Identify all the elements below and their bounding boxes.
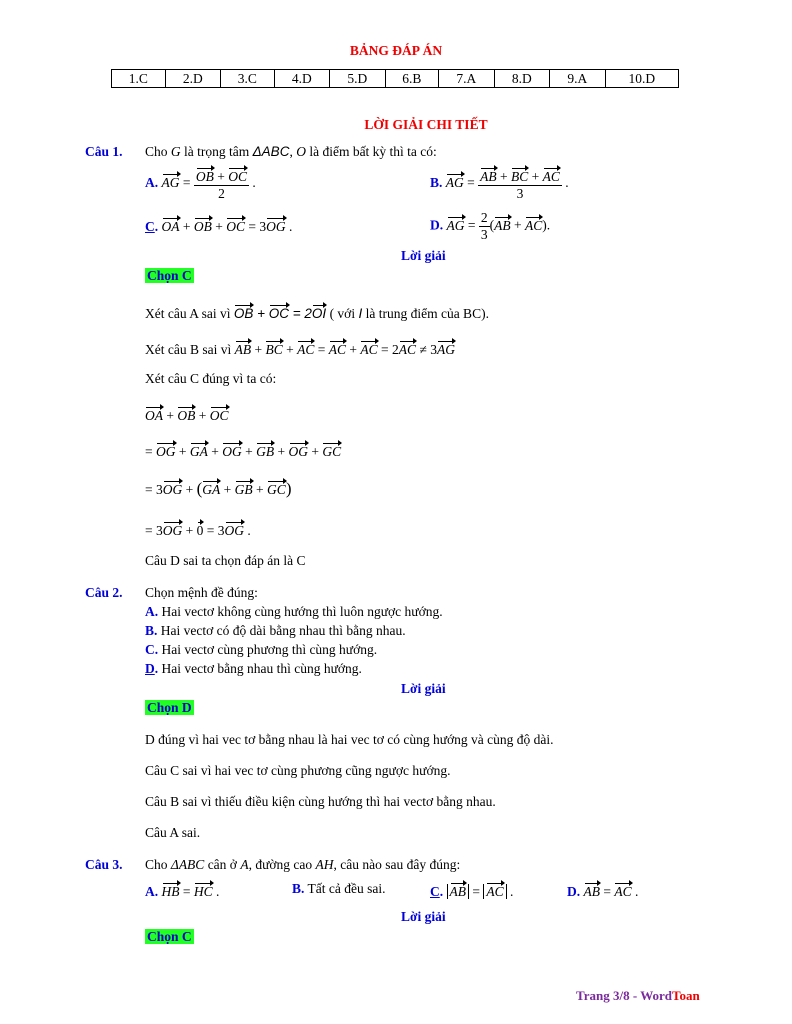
- answer-cell: 3.C: [221, 70, 275, 88]
- option-b[interactable]: B. Hai vectơ có độ dài bằng nhau thì bằng nhau.: [145, 623, 406, 638]
- chosen-answer-badge: Chọn D: [147, 700, 192, 715]
- answer-key-title: BẢNG ĐÁP ÁN: [349, 43, 443, 58]
- explain-line: Câu C sai vì hai vec tơ cùng phương cũng ngược hướng.: [145, 763, 451, 778]
- option-c[interactable]: C. OA + OB + OC = 3OG .: [145, 216, 292, 235]
- option-a[interactable]: A. Hai vectơ không cùng hướng thì luôn ngược hướng.: [145, 604, 443, 619]
- option-b[interactable]: B. AG = $\frac{AB + BC + AC}{3}$ .: [430, 166, 569, 202]
- answer-table-row: [112, 70, 679, 88]
- answer-table: [111, 69, 679, 88]
- answer-cell: 2.D: [165, 70, 220, 88]
- answer-cell: 10.D: [605, 70, 679, 88]
- math-step: OA + OB + OC: [145, 405, 229, 424]
- answer-cell: 5.D: [330, 70, 385, 88]
- math-step: = OG + GA + OG + GB + OG + GC: [145, 441, 341, 460]
- solution-heading: Lời giải: [401, 681, 446, 696]
- option-b[interactable]: B. Tất cả đều sai.: [292, 881, 386, 896]
- option-d[interactable]: D. AB = AC .: [567, 881, 638, 900]
- section-title: LỜI GIẢI CHI TIẾT: [364, 117, 488, 132]
- answer-cell: 8.D: [494, 70, 549, 88]
- solution-heading: Lời giải: [401, 909, 446, 924]
- explain-line: Câu D sai ta chọn đáp án là C: [145, 553, 306, 568]
- option-a[interactable]: A. HB = HC .: [145, 881, 219, 900]
- answer-cell: 7.A: [439, 70, 494, 88]
- explain-line: Câu A sai.: [145, 825, 201, 840]
- option-d[interactable]: D. Hai vectơ bằng nhau thì cùng hướng.: [145, 661, 362, 676]
- explain-line: Xét câu B sai vì AB + BC + AC = AC + AC = 2AC ≠ 3AG: [145, 339, 455, 358]
- explain-line: Xét câu A sai vì OB + OC = 2OI ( với I là trung điểm của BC).: [145, 303, 489, 322]
- answer-cell: 9.A: [550, 70, 605, 88]
- option-c[interactable]: C. Hai vectơ cùng phương thì cùng hướng.: [145, 642, 378, 657]
- solution-heading: Lời giải: [401, 248, 446, 263]
- question-stem: Chọn mệnh đề đúng:: [145, 585, 258, 600]
- answer-cell: 6.B: [385, 70, 439, 88]
- question-label: Câu 1.: [85, 144, 123, 159]
- math-step: = 3OG + (GA + GB + GC): [145, 479, 292, 498]
- question-stem: Cho G là trọng tâm ΔABC, O là điểm bất kỳ thì ta có:: [145, 144, 437, 159]
- chosen-answer-badge: Chọn C: [147, 268, 192, 283]
- answer-cell: 1.C: [112, 70, 166, 88]
- explain-line: D đúng vì hai vec tơ bằng nhau là hai vec tơ có cùng hướng và cùng độ dài.: [145, 732, 554, 747]
- question-label: Câu 2.: [85, 585, 123, 600]
- option-d[interactable]: D. AG = $\frac{2}{3}$ (AB + AC).: [430, 210, 551, 242]
- option-a[interactable]: A. AG = $\frac{OB + OC}{2}$ .: [145, 166, 256, 202]
- option-c[interactable]: C. AB = AC .: [430, 881, 513, 900]
- math-step: = 3OG + 0 = 3OG .: [145, 520, 251, 539]
- chosen-answer-badge: Chọn C: [147, 929, 192, 944]
- question-stem: Cho ΔABC cân ở A, đường cao AH, câu nào sau đây đúng:: [145, 857, 461, 872]
- explain-line: Xét câu C đúng vì ta có:: [145, 371, 277, 386]
- explain-line: Câu B sai vì thiếu điều kiện cùng hướng thì hai vectơ bằng nhau.: [145, 794, 496, 809]
- page-footer: Trang 3/8 - WordToan: [576, 988, 700, 1003]
- answer-cell: 4.D: [274, 70, 329, 88]
- question-label: Câu 3.: [85, 857, 123, 872]
